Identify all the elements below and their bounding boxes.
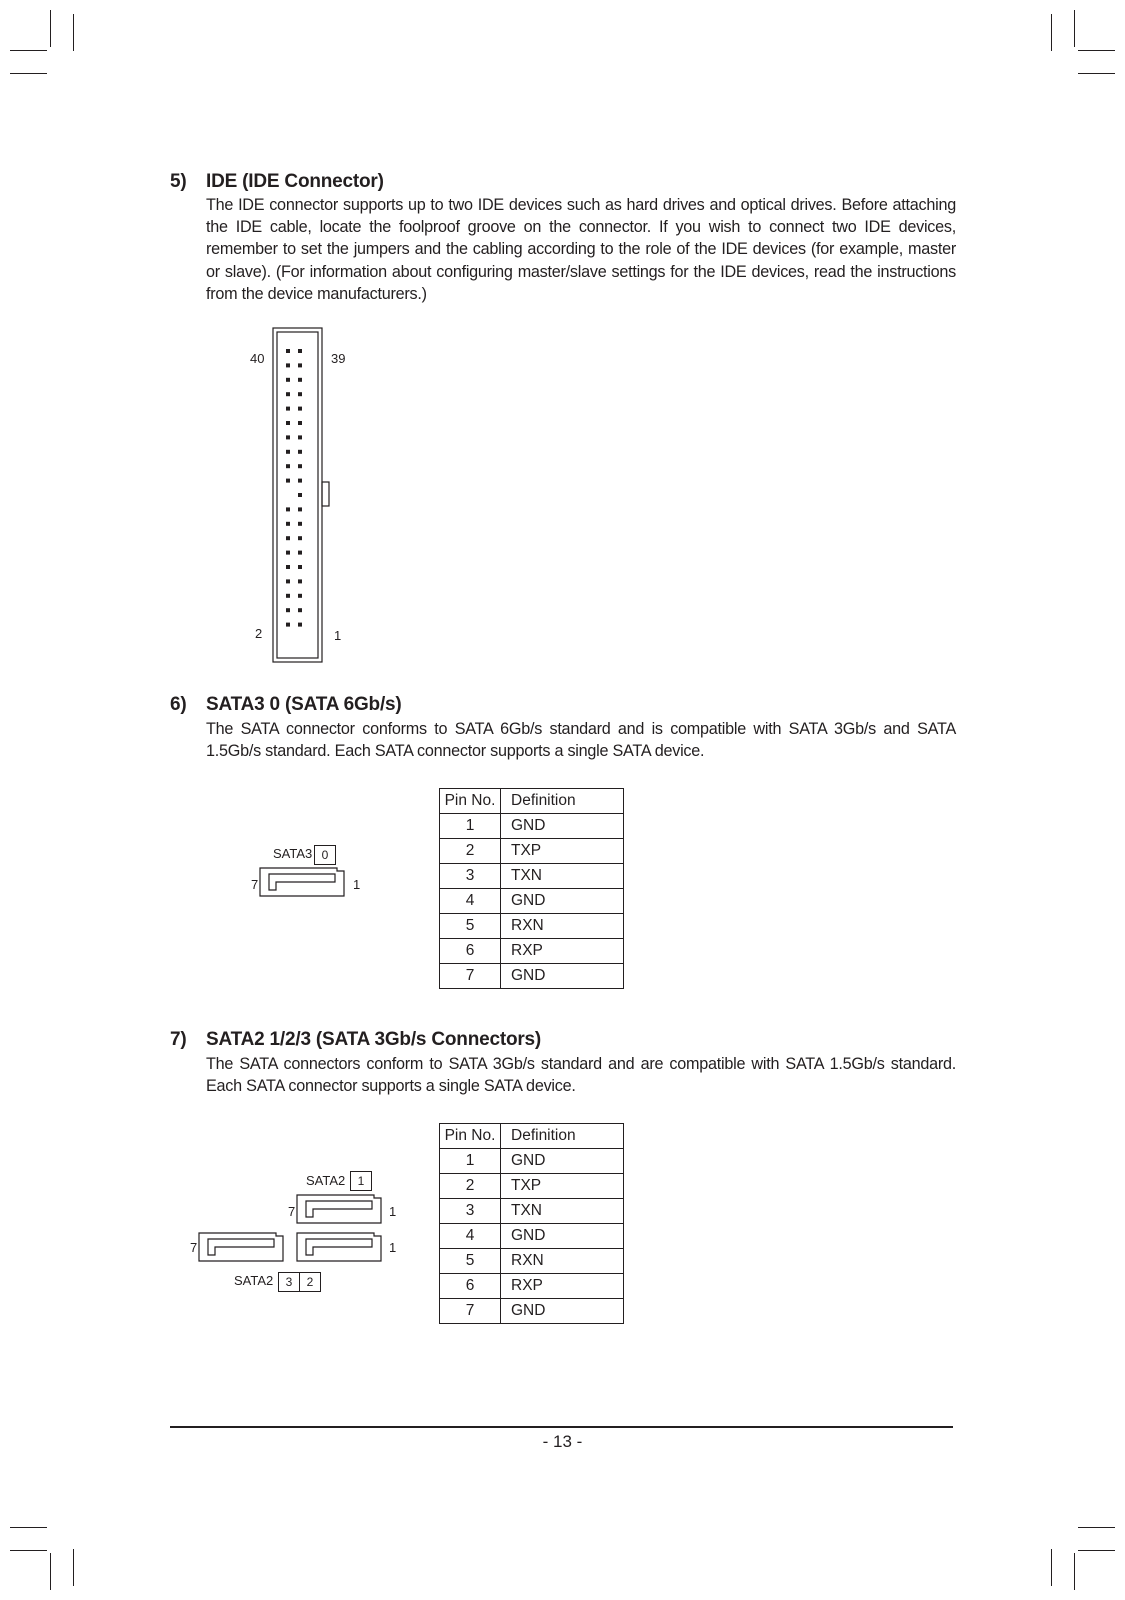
pin-definition: TXN — [501, 1199, 624, 1224]
ide-pin — [286, 594, 290, 598]
column-header-pin: Pin No. — [440, 789, 501, 814]
section-body-sata3: The SATA connector conforms to SATA 6Gb/s standard and is compatible with SATA 3Gb/s and SATA 1.5Gb/s standard. Each SATA connector supports a single SATA device. — [206, 720, 956, 761]
section-title: SATA2 1/2/3 (SATA 3Gb/s Connectors) — [206, 1029, 542, 1050]
sata-port-shape — [296, 1194, 392, 1224]
ide-pin — [286, 349, 290, 353]
crop-mark — [73, 14, 74, 51]
ide-pin — [298, 378, 302, 382]
pin-definition: RXN — [501, 1249, 624, 1274]
pin-label-1: 1 — [389, 1204, 397, 1219]
pin-label-39: 39 — [331, 351, 346, 366]
section-number: 5) — [170, 171, 187, 192]
ide-pin — [286, 450, 290, 454]
table-row — [440, 1199, 624, 1224]
ide-pin — [298, 623, 302, 627]
crop-mark — [73, 1549, 74, 1586]
ide-pin — [286, 421, 290, 425]
ide-pin — [298, 392, 302, 396]
sata2-port-3-label: 3 — [278, 1272, 300, 1292]
sata-port-shape — [198, 1232, 294, 1262]
column-header-definition: Definition — [501, 1124, 624, 1149]
ide-connector-shape — [270, 325, 360, 665]
sata2-port-1-label: 1 — [350, 1171, 372, 1191]
column-header-definition: Definition — [501, 789, 624, 814]
crop-mark — [10, 1527, 47, 1528]
crop-mark — [1051, 1549, 1052, 1586]
ide-pin — [298, 536, 302, 540]
pin-definition: GND — [501, 814, 624, 839]
sata-port-shape — [259, 867, 355, 897]
ide-pin — [298, 493, 302, 497]
ide-pin — [298, 407, 302, 411]
crop-mark — [1078, 1550, 1115, 1551]
pin-number: 2 — [440, 839, 501, 864]
pin-label-7: 7 — [288, 1204, 296, 1219]
pin-number: 3 — [440, 864, 501, 889]
ide-pin — [286, 407, 290, 411]
pin-definition: TXP — [501, 839, 624, 864]
crop-mark — [1078, 73, 1115, 74]
crop-mark — [10, 50, 47, 51]
table-header-row — [440, 1124, 624, 1149]
section-heading-sata3 — [170, 694, 402, 716]
table-row — [440, 839, 624, 864]
pin-number: 4 — [440, 889, 501, 914]
crop-mark — [1051, 14, 1052, 51]
table-row — [440, 1299, 624, 1324]
ide-pin — [286, 565, 290, 569]
pin-label-1: 1 — [389, 1240, 397, 1255]
section-body-ide: The IDE connector supports up to two IDE devices such as hard drives and optical drives. Before attaching the IDE cable, locate the foolproof groove on the connector. If you wish to connect two IDE devices, remember to set the jumpers and the cabling according to the role of the IDE devices (for example, master or slave). (For information about configuring master/slave settings for the IDE devices, read the instructions from the device manufacturers.) — [206, 196, 956, 303]
section-heading-sata2 — [170, 1029, 541, 1051]
ide-pin — [298, 579, 302, 583]
sata3-connector-label: SATA3 — [273, 846, 313, 861]
ide-pin — [286, 363, 290, 367]
section-number: 6) — [170, 694, 187, 715]
pin-label-7: 7 — [251, 877, 259, 892]
table-row — [440, 864, 624, 889]
ide-pin — [286, 507, 290, 511]
pin-number: 2 — [440, 1174, 501, 1199]
crop-mark — [50, 10, 51, 47]
ide-pin — [298, 522, 302, 526]
pin-label-1: 1 — [353, 877, 361, 892]
ide-pin — [298, 565, 302, 569]
pin-number: 7 — [440, 964, 501, 989]
ide-pin — [298, 464, 302, 468]
pin-label-1: 1 — [334, 628, 342, 643]
ide-pin — [298, 435, 302, 439]
pin-number: 6 — [440, 939, 501, 964]
ide-pin — [286, 522, 290, 526]
column-header-pin: Pin No. — [440, 1124, 501, 1149]
pin-label-40: 40 — [250, 351, 265, 366]
pin-number: 3 — [440, 1199, 501, 1224]
ide-pin — [286, 608, 290, 612]
ide-pin — [298, 551, 302, 555]
page-number: - 13 - — [542, 1432, 583, 1451]
ide-pin — [298, 363, 302, 367]
pin-number: 5 — [440, 1249, 501, 1274]
table-row — [440, 914, 624, 939]
ide-pin — [286, 623, 290, 627]
pin-label-7: 7 — [190, 1240, 198, 1255]
ide-pin — [298, 608, 302, 612]
ide-pin — [286, 479, 290, 483]
sata3-port-label: 0 — [314, 845, 336, 865]
table-header-row — [440, 789, 624, 814]
ide-pin — [286, 435, 290, 439]
pin-definition: GND — [501, 1299, 624, 1324]
pin-definition: TXP — [501, 1174, 624, 1199]
pin-definition: RXP — [501, 939, 624, 964]
table-row — [440, 814, 624, 839]
ide-pin — [298, 349, 302, 353]
sata2-bottom-label: SATA2 — [234, 1273, 274, 1288]
pin-definition: GND — [501, 964, 624, 989]
pin-label-2: 2 — [255, 626, 263, 641]
section-heading-ide — [170, 171, 384, 193]
pin-number: 5 — [440, 914, 501, 939]
ide-pin — [286, 551, 290, 555]
ide-pin — [298, 450, 302, 454]
crop-mark — [1078, 1527, 1115, 1528]
sata3-pin-table — [439, 788, 624, 989]
pin-number: 1 — [440, 814, 501, 839]
sata2-top-label: SATA2 — [306, 1173, 346, 1188]
crop-mark — [1078, 50, 1115, 51]
ide-pin — [286, 464, 290, 468]
pin-number: 6 — [440, 1274, 501, 1299]
crop-mark — [1074, 1553, 1075, 1590]
ide-pin — [298, 421, 302, 425]
section-title: SATA3 0 (SATA 6Gb/s) — [206, 694, 402, 715]
sata2-pin-table — [439, 1123, 624, 1324]
sata-port-shape — [296, 1232, 392, 1262]
table-row — [440, 889, 624, 914]
ide-pin — [286, 536, 290, 540]
pin-definition: GND — [501, 889, 624, 914]
table-row — [440, 964, 624, 989]
ide-pin — [298, 507, 302, 511]
crop-mark — [50, 1553, 51, 1590]
table-row — [440, 939, 624, 964]
crop-mark — [10, 73, 47, 74]
ide-pin — [286, 392, 290, 396]
ide-pin — [286, 579, 290, 583]
crop-mark — [10, 1550, 47, 1551]
pin-number: 7 — [440, 1299, 501, 1324]
crop-mark — [1074, 10, 1075, 47]
pin-number: 4 — [440, 1224, 501, 1249]
table-row — [440, 1224, 624, 1249]
pin-definition: GND — [501, 1149, 624, 1174]
table-row — [440, 1174, 624, 1199]
section-body-sata2: The SATA connectors conform to SATA 3Gb/s standard and are compatible with SATA 1.5Gb/s standard. Each SATA connector supports a single SATA device. — [206, 1055, 956, 1096]
table-row — [440, 1149, 624, 1174]
ide-pin — [286, 378, 290, 382]
footer-rule — [170, 1426, 953, 1428]
ide-pin — [298, 479, 302, 483]
pin-definition: TXN — [501, 864, 624, 889]
pin-definition: RXN — [501, 914, 624, 939]
ide-pin — [298, 594, 302, 598]
section-title: IDE (IDE Connector) — [206, 171, 384, 192]
pin-number: 1 — [440, 1149, 501, 1174]
table-row — [440, 1249, 624, 1274]
section-number: 7) — [170, 1029, 187, 1050]
sata2-port-2-label: 2 — [299, 1272, 321, 1292]
table-row — [440, 1274, 624, 1299]
pin-definition: RXP — [501, 1274, 624, 1299]
pin-definition: GND — [501, 1224, 624, 1249]
